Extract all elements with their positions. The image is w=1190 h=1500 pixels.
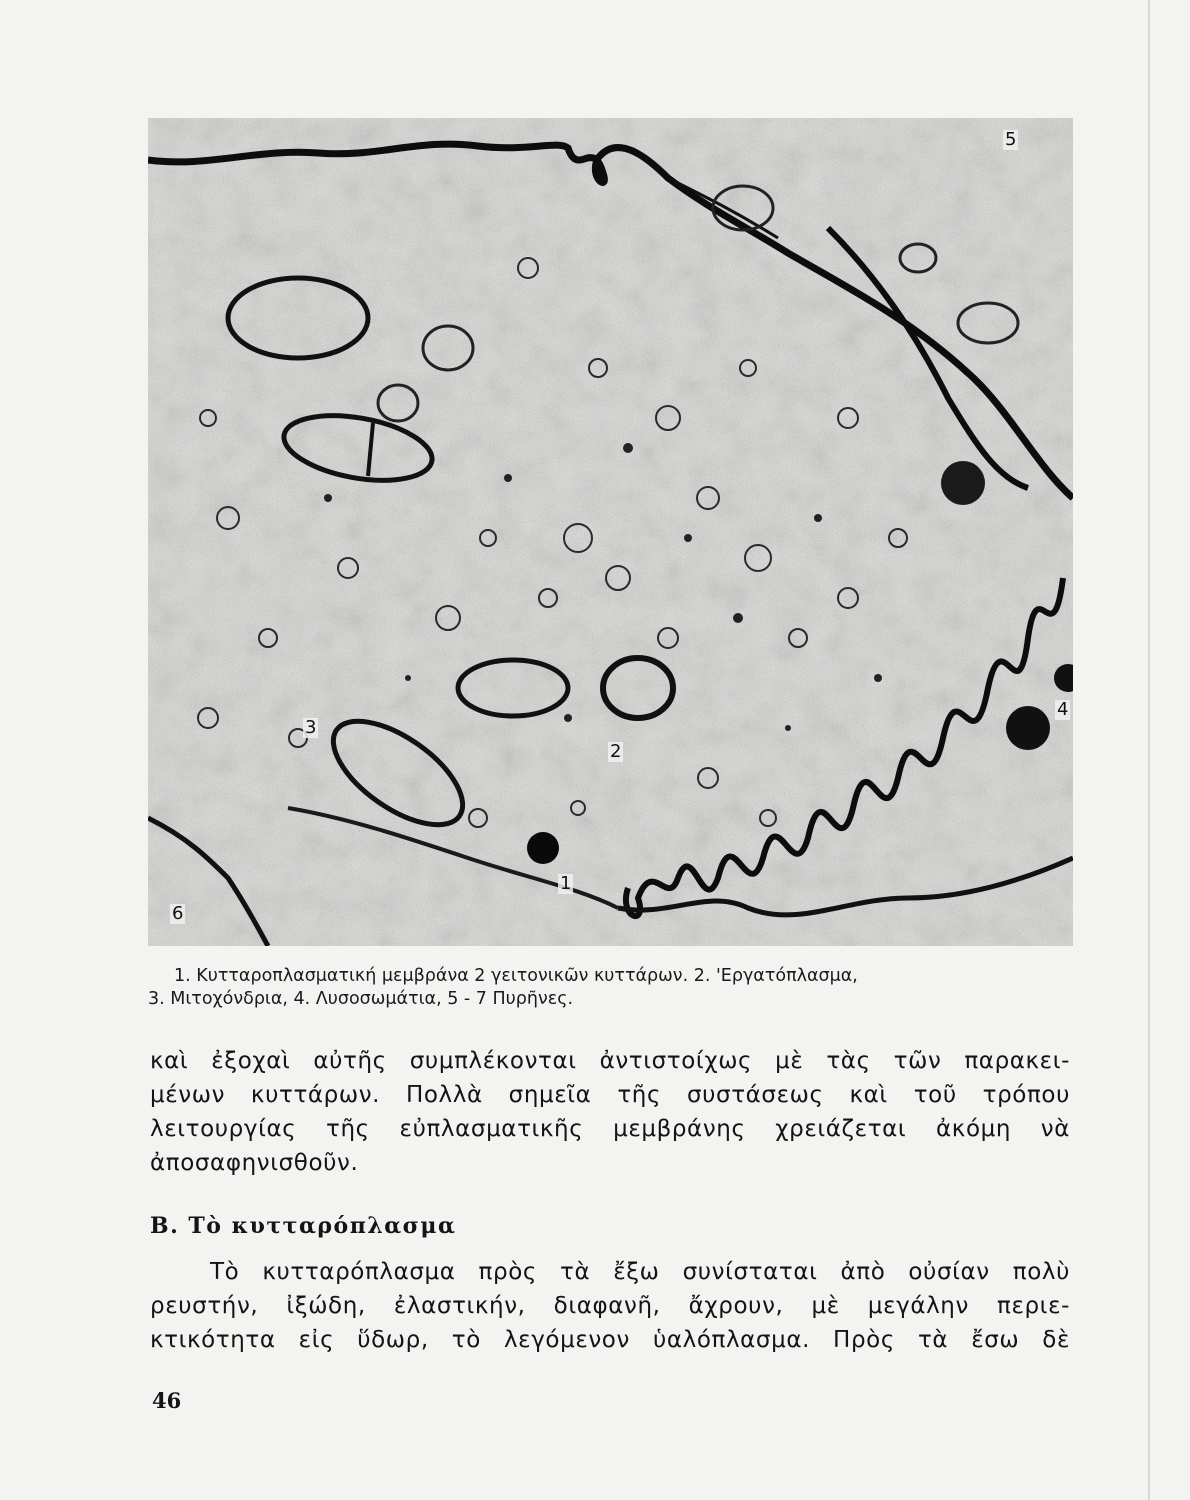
figure-label-4: 4 — [1057, 699, 1069, 720]
caption-line-2: 3. Μιτοχόνδρια, 4. Λυσοσωμάτια, 5 - 7 Πυρῆνες. — [148, 989, 574, 1009]
paragraph-1-line-2: μένων κυττάρων. Πολλὰ σημεῖα τῆς συστάσεως καὶ τοῦ τρόπου — [150, 1082, 1070, 1108]
paragraph-2-line-2: ρευστήν, ἰξώδη, ἐλαστικήν, διαφανῆ, ἄχρουν, μὲ μεγάλην περιε- — [150, 1293, 1070, 1319]
paragraph-2-line-3: κτικότητα εἰς ὕδωρ, τὸ λεγόμενον ὑαλόπλασμα. Πρὸς τὰ ἔσω δὲ — [150, 1327, 1070, 1353]
micrograph-image — [148, 118, 1073, 946]
paragraph-1-line-3: λειτουργίας τῆς εὐπλασματικῆς μεμβράνης χρειάζεται ἀκόμη νὰ — [150, 1116, 1070, 1142]
figure-label-6: 6 — [172, 903, 184, 924]
paragraph-2-line-1: Τὸ κυτταρόπλασμα πρὸς τὰ ἔξω συνίσταται ἀπὸ οὐσίαν πολὺ — [210, 1259, 1070, 1285]
caption-line-1: 1. Κυτταροπλασματική μεμβράνα 2 γειτονικῶν κυττάρων. 2. 'Εργατόπλασμα, — [174, 966, 858, 986]
paragraph-1-line-1: καὶ ἐξοχαὶ αὐτῆς συμπλέκονται ἀντιστοίχως μὲ τὰς τῶν παρακει- — [150, 1048, 1070, 1074]
paragraph-1 — [150, 1044, 1070, 1180]
figure-label-2: 2 — [610, 741, 622, 762]
micrograph-figure — [148, 118, 1073, 946]
figure-label-5: 5 — [1005, 129, 1017, 150]
section-heading: Β. Τὸ κυτταρόπλασμα — [150, 1213, 457, 1239]
paragraph-1-line-4: ἀποσαφηνισθοῦν. — [150, 1150, 359, 1176]
figure-label-1: 1 — [560, 873, 572, 894]
paragraph-2 — [150, 1255, 1070, 1357]
figure-label-3: 3 — [305, 717, 317, 738]
figure-caption — [148, 965, 1088, 1011]
page-edge — [1148, 0, 1150, 1500]
page-number: 46 — [152, 1388, 182, 1413]
